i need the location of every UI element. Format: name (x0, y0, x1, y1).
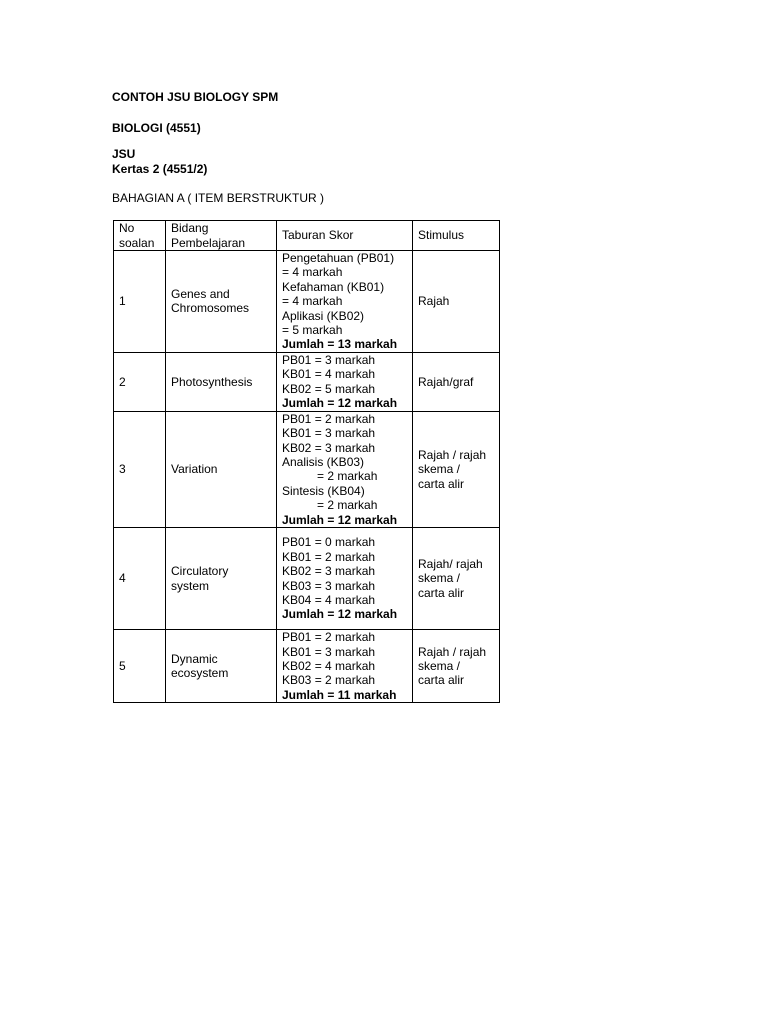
stimulus-text: Rajah (418, 294, 450, 309)
learning-area-cell (166, 528, 277, 630)
score-line: = 4 markah (282, 294, 343, 309)
learning-area-cell (166, 352, 277, 411)
question-number: 1 (119, 294, 126, 309)
score-distribution-cell (277, 352, 413, 411)
header-text: No (119, 221, 135, 236)
jsu-table (113, 220, 500, 703)
score-line: KB02 = 3 markah (282, 440, 376, 455)
learning-area-text: Genes and (171, 287, 230, 302)
score-line: = 2 markah (317, 498, 378, 513)
learning-area-text: ecosystem (171, 666, 229, 681)
table-row (114, 251, 500, 353)
stimulus-text: Rajah / rajah (418, 447, 487, 462)
score-total: Jumlah = 12 markah (282, 607, 398, 622)
table-row (114, 411, 500, 527)
score-line: = 5 markah (282, 323, 343, 338)
section-title: BAHAGIAN A ( ITEM BERSTRUKTUR ) (112, 191, 325, 205)
question-number: 2 (119, 374, 126, 389)
score-line: Analisis (KB03) (282, 455, 365, 470)
learning-area-cell (166, 630, 277, 703)
stimulus-text: carta alir (418, 585, 465, 600)
score-line: Pengetahuan (PB01) (282, 251, 395, 265)
stimulus-text: Rajah/graf (418, 374, 474, 389)
learning-area-cell (166, 251, 277, 353)
stimulus-text: Rajah / rajah (418, 644, 487, 659)
table-row (114, 352, 500, 411)
score-line: KB01 = 2 markah (282, 549, 376, 564)
score-distribution-cell (277, 630, 413, 703)
stimulus-text: skema / (418, 571, 461, 586)
score-line: Aplikasi (KB02) (282, 308, 365, 323)
header-no-soalan (114, 221, 166, 251)
header-stimulus (413, 221, 500, 251)
question-number-cell (114, 630, 166, 703)
score-line: PB01 = 2 markah (282, 630, 376, 645)
learning-area-text: system (171, 578, 210, 593)
score-line: KB02 = 3 markah (282, 564, 376, 579)
learning-area-text: Variation (171, 462, 218, 477)
learning-area-text: Dynamic (171, 651, 218, 666)
learning-area-text: Chromosomes (171, 301, 250, 316)
question-number-cell (114, 352, 166, 411)
stimulus-text: skema / (418, 658, 461, 673)
subject-code: BIOLOGI (4551) (112, 121, 201, 135)
header-text: Stimulus (418, 228, 465, 243)
header-text: Bidang (171, 221, 209, 236)
question-number: 4 (119, 571, 126, 586)
question-number: 3 (119, 462, 126, 477)
question-number-cell (114, 251, 166, 353)
stimulus-cell (413, 528, 500, 630)
score-line: PB01 = 2 markah (282, 411, 376, 426)
score-total: Jumlah = 12 markah (282, 512, 398, 527)
stimulus-text: carta alir (418, 673, 465, 688)
header-bidang (166, 221, 277, 251)
table-row (114, 630, 500, 703)
score-line: KB02 = 5 markah (282, 381, 376, 396)
score-line: KB04 = 4 markah (282, 593, 376, 607)
score-line: PB01 = 0 markah (282, 535, 376, 550)
score-line: KB03 = 2 markah (282, 673, 376, 688)
score-line: KB01 = 3 markah (282, 426, 376, 441)
stimulus-cell (413, 251, 500, 353)
question-number-cell (114, 528, 166, 630)
paper-label: Kertas 2 (4551/2) (112, 162, 208, 176)
stimulus-text: Rajah/ rajah (418, 556, 483, 571)
score-line: PB01 = 3 markah (282, 353, 376, 368)
stimulus-cell (413, 411, 500, 527)
stimulus-cell (413, 630, 500, 703)
table-row (114, 528, 500, 630)
learning-area-text: Photosynthesis (171, 374, 253, 389)
header-taburan-skor (277, 221, 413, 251)
table-header-row (114, 221, 500, 251)
score-distribution-cell (277, 251, 413, 353)
header-text: Pembelajaran (171, 235, 246, 250)
score-distribution-cell (277, 528, 413, 630)
stimulus-text: carta alir (418, 476, 465, 491)
jsu-label: JSU (112, 147, 136, 161)
score-line: KB01 = 3 markah (282, 644, 376, 659)
stimulus-cell (413, 352, 500, 411)
score-line: KB01 = 4 markah (282, 367, 376, 382)
header-text: soalan (119, 235, 155, 250)
document-title: CONTOH JSU BIOLOGY SPM (112, 90, 279, 104)
score-line: Sintesis (KB04) (282, 483, 365, 498)
question-number-cell (114, 411, 166, 527)
score-line: = 4 markah (282, 265, 343, 280)
score-line: Kefahaman (KB01) (282, 279, 385, 294)
score-distribution-cell (277, 411, 413, 527)
stimulus-text: skema / (418, 462, 461, 477)
score-total: Jumlah = 12 markah (282, 396, 398, 411)
header-text: Taburan Skor (282, 228, 354, 243)
question-number: 5 (119, 658, 126, 673)
score-line: KB02 = 4 markah (282, 658, 376, 673)
learning-area-cell (166, 411, 277, 527)
score-line: KB03 = 3 markah (282, 578, 376, 593)
score-total: Jumlah = 11 markah (282, 687, 397, 702)
learning-area-text: Circulatory (171, 564, 229, 579)
score-total: Jumlah = 13 markah (282, 337, 398, 352)
score-line: = 2 markah (317, 469, 378, 484)
